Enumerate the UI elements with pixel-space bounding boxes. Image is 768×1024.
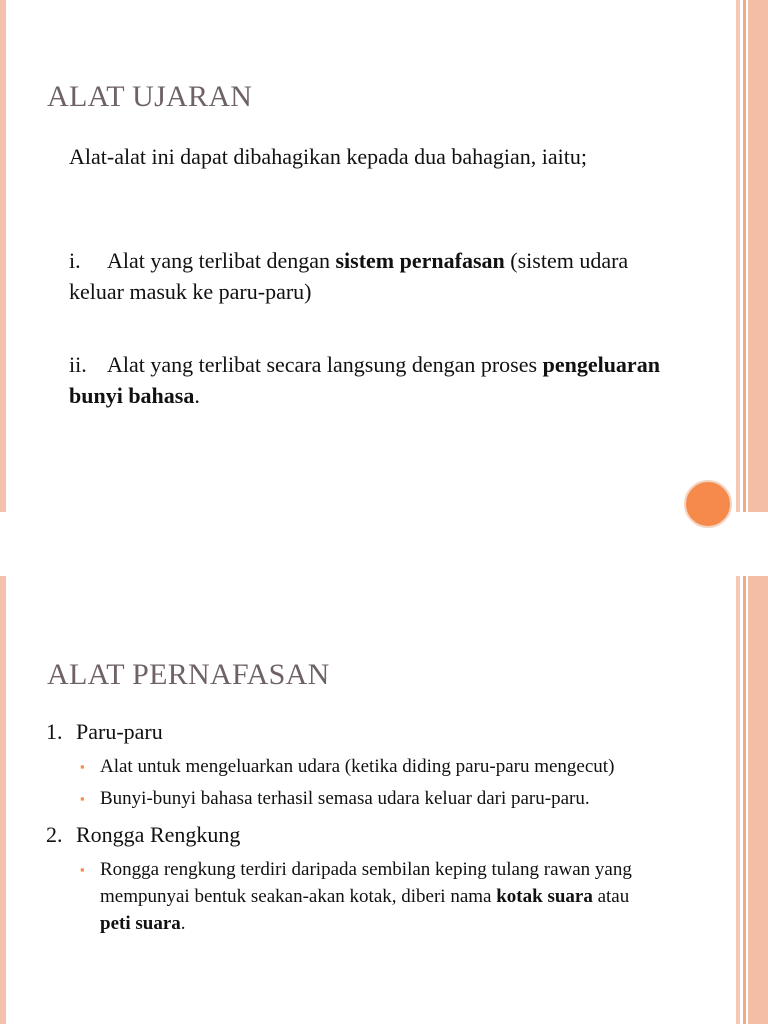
bullet-icon: ▪ [80,862,85,877]
left-edge-bar [0,0,6,512]
bold-term: kotak suara [496,886,593,907]
bullet-icon: ▪ [80,791,85,806]
bullet-icon: ▪ [80,759,85,774]
list-item-ii: ii. Alat yang terlibat secara langsung dengan proses pengeluaran bunyi bahasa. [69,349,669,411]
bullet-item: ▪ Alat untuk mengeluarkan udara (ketika diding paru-paru mengecut) [78,753,638,780]
slide-title: ALAT UJARAN [47,80,253,113]
bullet-item: ▪ Bunyi-bunyi bahasa terhasil semasa udara keluar dari paru-paru. [78,785,638,812]
slide-alat-pernafasan [0,576,768,1024]
list-item-i: i. Alat yang terlibat dengan sistem pernafasan (sistem udara keluar masuk ke paru-paru) [69,245,669,307]
bold-term: peti suara [100,913,181,934]
left-edge-bar [0,576,6,1024]
intro-text: Alat-alat ini dapat dibahagikan kepada dua bahagian, iaitu; [69,144,588,169]
list-item-rongga-rengkung: 2. Rongga Rengkung [46,822,241,847]
bullet-list [78,856,656,937]
bullet-list [78,753,656,812]
bold-term: sistem pernafasan [335,248,505,273]
bold-term: pengeluaran bunyi bahasa [69,352,660,408]
item-number: i. [69,248,81,273]
decorative-stripes [730,576,768,1024]
slide-title: ALAT PERNAFASAN [47,658,330,691]
numbered-list [46,717,656,945]
slide-gap [0,512,768,576]
orange-circle-icon [684,480,732,528]
list-item-paru-paru: 1. Paru-paru [46,719,163,744]
decorative-stripes [730,0,768,512]
item-number: ii. [69,352,87,377]
bullet-item: ▪ Rongga rengkung terdiri daripada sembilan keping tulang rawan yang mempunyai bentuk seakan-akan kotak, diberi nama kotak suara atau peti suara. [78,856,638,937]
